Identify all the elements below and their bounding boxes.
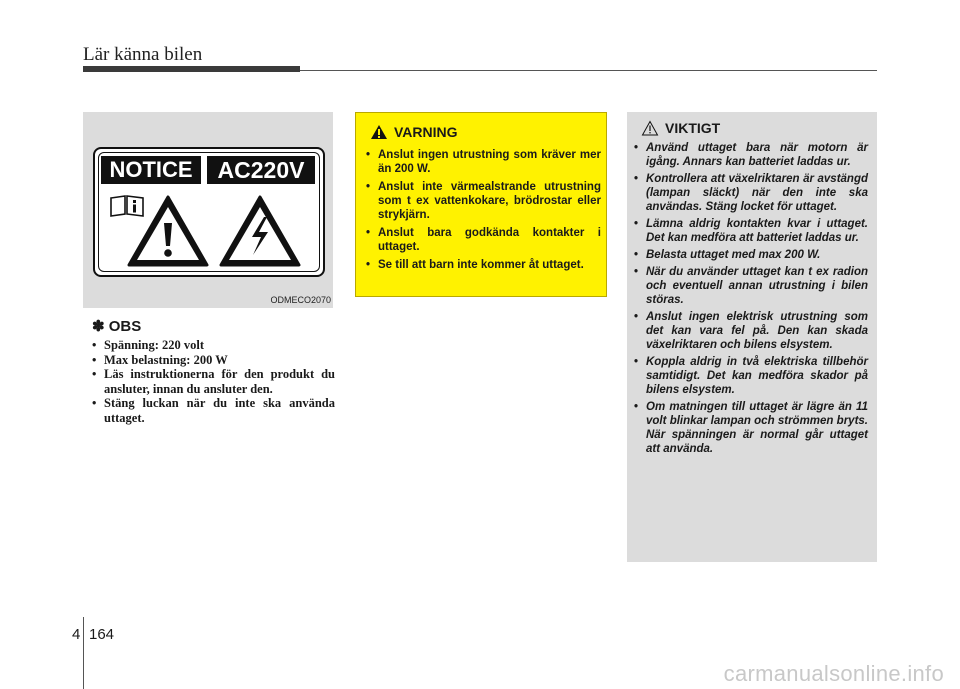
important-title: VIKTIGT (665, 120, 721, 136)
section-title: Lär känna bilen (83, 44, 203, 65)
obs-item: • Max belastning: 200 W (92, 353, 335, 368)
important-item: • Belasta uttaget med max 200 W. (634, 248, 868, 262)
footer-divider (83, 617, 84, 689)
warning-item: • Se till att barn inte kommer åt uttaget. (365, 258, 601, 272)
important-item: • När du använder uttaget kan t ex radion och eventuell annan utrustning i bilen störas. (634, 265, 868, 307)
important-list (634, 141, 868, 459)
obs-list (92, 338, 335, 425)
obs-item: • Stäng luckan när du inte ska använda uttaget. (92, 396, 335, 425)
obs-item: • Spänning: 220 volt (92, 338, 335, 353)
header-bar (83, 66, 300, 72)
warning-list (365, 148, 601, 276)
voltage-word: AC220V (207, 156, 315, 184)
notice-label (93, 147, 325, 277)
obs-heading (92, 317, 335, 335)
obs-item: • Läs instruktionerna för den produkt du ansluter, innan du ansluter den. (92, 367, 335, 396)
caution-outline-icon (641, 120, 659, 136)
warning-box (355, 112, 607, 297)
asterisk-icon: ✽ (92, 318, 105, 335)
chapter-number: 4 (72, 626, 81, 643)
important-item: • Anslut ingen elektrisk utrustning som det kan vara fel på. Den kan skada växelriktaren och bilens elsystem. (634, 310, 868, 352)
important-item: • Om matningen till uttaget är lägre än 11 volt blinkar lampan och strömmen bryts. När spänningen är normal går uttaget att använda. (634, 400, 868, 456)
notice-word: NOTICE (101, 156, 201, 184)
header-rule (300, 70, 877, 71)
warning-triangle-icon (370, 124, 388, 140)
important-item: • Använd uttaget bara när motorn är igång. Annars kan batteriet laddas ur. (634, 141, 868, 169)
warning-item: • Anslut inte värmealstrande utrustning som t ex vattenkokare, brödrostar eller strykjärn. (365, 180, 601, 222)
page-number: 164 (89, 626, 115, 643)
important-item: • Koppla aldrig in två elektriska tillbehör samtidigt. Det kan medföra skador på bilens elsystem. (634, 355, 868, 397)
warning-item: • Anslut bara godkända kontakter i uttaget. (365, 226, 601, 254)
important-item: • Kontrollera att växelriktaren är avstängd (lampan släckt) när den inte ska användas. Stäng locket för uttaget. (634, 172, 868, 214)
important-box (627, 112, 877, 562)
warning-title: VARNING (394, 124, 458, 140)
electric-shock-icon (217, 193, 303, 269)
obs-title: OBS (108, 318, 142, 335)
warning-item: • Anslut ingen utrustning som kräver mer än 200 W. (365, 148, 601, 176)
watermark: carmanualsonline.info (723, 661, 944, 686)
important-heading (641, 120, 720, 136)
exclamation-warning-icon (125, 193, 211, 269)
important-item: • Lämna aldrig kontakten kvar i uttaget. Det kan medföra att batteriet laddas ur. (634, 217, 868, 245)
image-code: ODMECO2070 (270, 295, 331, 305)
warning-heading (370, 124, 458, 140)
obs-note (92, 317, 335, 425)
